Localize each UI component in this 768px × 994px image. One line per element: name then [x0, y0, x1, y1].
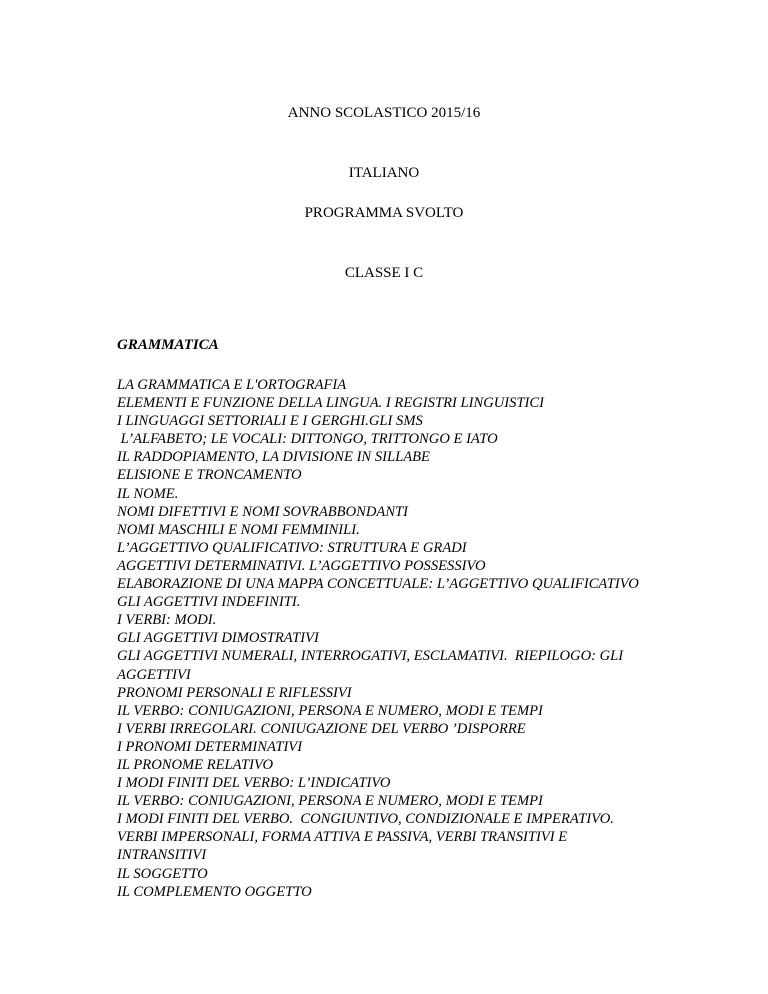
topic-item: IL VERBO: CONIUGAZIONI, PERSONA E NUMERO, MODI E TEMPI [117, 702, 543, 719]
topic-item: PRONOMI PERSONALI E RIFLESSIVI [117, 684, 352, 701]
topic-item: GLI AGGETTIVI DIMOSTRATIVI [117, 630, 319, 647]
topic-item: I VERBI: MODI. [117, 612, 217, 629]
topic-item: ELEMENTI E FUNZIONE DELLA LINGUA. I REGISTRI LINGUISTICI [117, 395, 545, 412]
school-year-heading: ANNO SCOLASTICO 2015/16 [287, 105, 481, 121]
topic-item: INTRANSITIVI [117, 847, 207, 864]
topic-item: I LINGUAGGI SETTORIALI E I GERGHI.GLI SMS [117, 413, 423, 430]
topic-item: I VERBI IRREGOLARI. CONIUGAZIONE DEL VERBO ’DISPORRE [117, 720, 526, 737]
topic-item: VERBI IMPERSONALI, FORMA ATTIVA E PASSIVA, VERBI TRANSITIVI E [117, 829, 568, 846]
program-heading: PROGRAMMA SVOLTO [304, 205, 464, 221]
topic-item: IL PRONOME RELATIVO [117, 756, 274, 773]
topic-item: L’ALFABETO; LE VOCALI: DITTONGO, TRITTONGO E IATO [117, 431, 498, 448]
topic-item: I MODI FINITI DEL VERBO. CONGIUNTIVO, CONDIZIONALE E IMPERATIVO. [117, 811, 614, 828]
topic-item: LA GRAMMATICA E L'ORTOGRAFIA [117, 377, 347, 393]
topic-item: NOMI DIFETTIVI E NOMI SOVRABBONDANTI [117, 503, 409, 520]
topic-item: ELISIONE E TRONCAMENTO [117, 467, 302, 484]
subject-heading: ITALIANO [348, 165, 420, 181]
topic-item: I MODI FINITI DEL VERBO: L’INDICATIVO [117, 775, 391, 792]
topic-item: L’AGGETTIVO QUALIFICATIVO: STRUTTURA E GRADI [117, 539, 467, 556]
topic-item: IL VERBO: CONIUGAZIONI, PERSONA E NUMERO, MODI E TEMPI [117, 793, 543, 810]
topic-item: IL NOME. [117, 485, 179, 502]
topic-item: GLI AGGETTIVI INDEFINITI. [117, 594, 301, 611]
topic-item: ELABORAZIONE DI UNA MAPPA CONCETTUALE: L’AGGETTIVO QUALIFICATIVO [117, 576, 639, 593]
topic-item: NOMI MASCHILI E NOMI FEMMINILI. [117, 521, 360, 538]
class-heading: CLASSE I C [344, 265, 424, 281]
topic-list [117, 376, 657, 901]
topic-item: IL SOGGETTO [117, 865, 208, 882]
section-title: GRAMMATICA [117, 337, 219, 353]
topic-item: IL COMPLEMENTO OGGETTO [117, 883, 312, 900]
topic-item: GLI AGGETTIVI NUMERALI, INTERROGATIVI, ESCLAMATIVI. RIEPILOGO: GLI [117, 648, 624, 665]
topic-item: IL RADDOPIAMENTO, LA DIVISIONE IN SILLABE [117, 449, 430, 466]
topic-item: I PRONOMI DETERMINATIVI [117, 738, 303, 755]
topic-item: AGGETTIVI [117, 666, 191, 683]
topic-item: AGGETTIVI DETERMINATIVI. L’AGGETTIVO POSSESSIVO [117, 557, 486, 574]
